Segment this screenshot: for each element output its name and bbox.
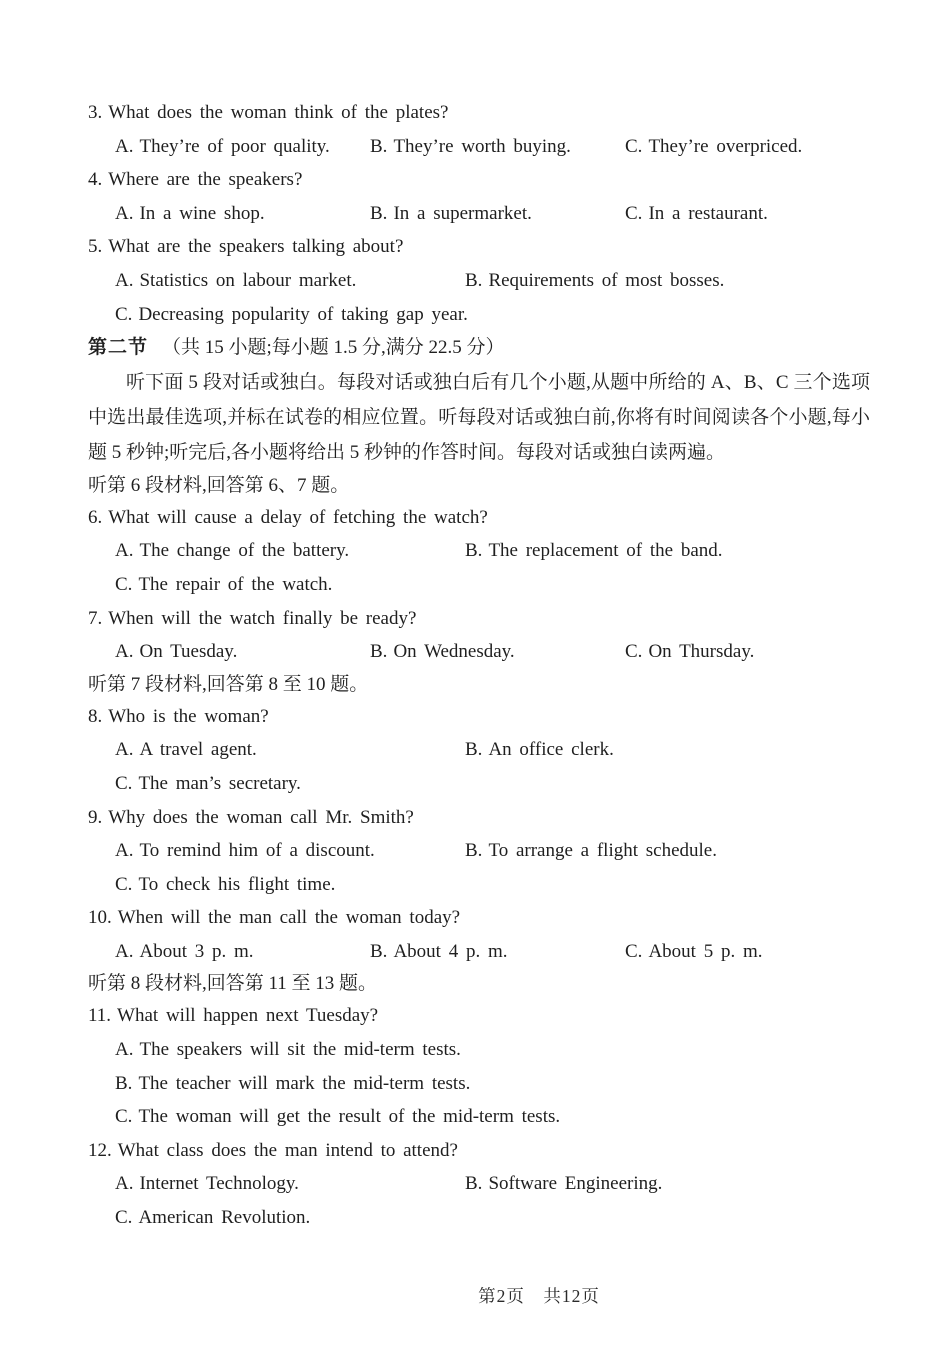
options-row <box>88 1100 870 1134</box>
option-text: American Revolution. <box>138 1207 311 1229</box>
option-label: C. <box>115 1106 133 1128</box>
option-label: B. <box>465 840 483 862</box>
options-row <box>88 834 870 868</box>
option-text: About 5 p. m. <box>648 940 763 962</box>
section-heading-detail: （共 15 小题;每小题 1.5 分,满分 22.5 分） <box>162 337 505 359</box>
option-label: A. <box>115 641 134 663</box>
option-text: Statistics on labour market. <box>139 269 357 291</box>
option-label: A. <box>115 1039 134 1061</box>
options-row <box>88 1167 870 1201</box>
option <box>465 534 723 568</box>
option-text: They’re overpriced. <box>648 135 803 157</box>
material-cue-line: 听第 7 段材料,回答第 8 至 10 题。 <box>88 673 369 695</box>
options-row <box>88 1201 870 1235</box>
option <box>370 130 625 164</box>
option <box>115 1201 310 1235</box>
option-label: A. <box>115 202 134 224</box>
option <box>115 568 332 602</box>
option <box>115 935 370 969</box>
option-label: A. <box>115 269 134 291</box>
question-text: When will the man call the woman today? <box>117 907 461 929</box>
option <box>115 534 465 568</box>
option <box>115 1067 470 1101</box>
question-number: 9. <box>88 806 103 828</box>
question-line <box>88 999 870 1033</box>
option <box>115 635 370 669</box>
option <box>465 733 614 767</box>
option-label: A. <box>115 940 134 962</box>
option-label: A. <box>115 840 134 862</box>
question-line <box>88 1134 870 1168</box>
option-text: The woman will get the result of the mid-term tests. <box>138 1106 561 1128</box>
option-text: They’re of poor quality. <box>139 135 330 157</box>
option <box>370 935 625 969</box>
option-label: A. <box>115 540 134 562</box>
options-row <box>88 1033 870 1067</box>
question-line <box>88 163 870 197</box>
option <box>115 733 465 767</box>
option-label: B. <box>370 135 388 157</box>
option-label: B. <box>370 940 388 962</box>
option-text: Requirements of most bosses. <box>488 269 725 291</box>
question-number: 12. <box>88 1139 112 1161</box>
option-label: C. <box>115 303 133 325</box>
option-label: C. <box>115 573 133 595</box>
option-label: B. <box>465 1173 483 1195</box>
option-text: In a supermarket. <box>393 202 532 224</box>
question-number: 6. <box>88 506 103 528</box>
options-row <box>88 868 870 902</box>
question-text: What are the speakers talking about? <box>108 236 404 258</box>
question-number: 4. <box>88 169 103 191</box>
option-text: Internet Technology. <box>139 1173 299 1195</box>
option <box>465 1167 662 1201</box>
option-text: To arrange a flight schedule. <box>488 840 717 862</box>
option-text: About 4 p. m. <box>393 940 508 962</box>
page-footer: 第2页 共12页 <box>478 1286 600 1306</box>
instructions-paragraph: 听下面 5 段对话或独白。每段对话或独白后有几个小题,从题中所给的 A、B、C 三个选项中选出最佳选项,并标在试卷的相应位置。听每段对话或独白前,你将有时间阅读各个小题,每小题 5 秒钟;听完后,各小题将给出 5 秒钟的作答时间。每段对话或独白读两遍。 <box>88 371 870 463</box>
option-label: B. <box>115 1072 133 1094</box>
option-label: B. <box>465 540 483 562</box>
options-row <box>88 767 870 801</box>
options-row <box>88 197 870 231</box>
question-text: When will the watch finally be ready? <box>108 607 417 629</box>
option <box>115 868 335 902</box>
option-text: On Wednesday. <box>393 641 515 663</box>
option-text: In a wine shop. <box>139 202 265 224</box>
question-number: 5. <box>88 236 103 258</box>
option-label: B. <box>370 202 388 224</box>
option-label: C. <box>625 940 643 962</box>
option <box>625 635 754 669</box>
question-text: Why does the woman call Mr. Smith? <box>108 806 414 828</box>
question-line <box>88 901 870 935</box>
option-text: The change of the battery. <box>139 540 350 562</box>
option-text: Decreasing popularity of taking gap year. <box>138 303 468 325</box>
option-label: C. <box>625 641 643 663</box>
option <box>115 1167 465 1201</box>
section-heading <box>88 331 870 365</box>
option-text: A travel agent. <box>139 739 257 761</box>
question-text: What will happen next Tuesday? <box>117 1005 379 1027</box>
section-heading-title: 第二节 <box>88 337 149 359</box>
option-text: On Tuesday. <box>139 641 238 663</box>
material-cue-line: 听第 6 段材料,回答第 6、7 题。 <box>88 474 350 496</box>
option <box>465 834 717 868</box>
option-label: C. <box>115 1207 133 1229</box>
option-text: The replacement of the band. <box>488 540 723 562</box>
option <box>370 197 625 231</box>
options-row <box>88 635 870 669</box>
question-line <box>88 96 870 130</box>
option-label: B. <box>465 269 483 291</box>
option-text: About 3 p. m. <box>139 940 254 962</box>
option-label: A. <box>115 739 134 761</box>
option <box>625 130 802 164</box>
option <box>115 130 370 164</box>
options-row <box>88 1067 870 1101</box>
option <box>465 264 724 298</box>
option-text: To remind him of a discount. <box>139 840 375 862</box>
option <box>370 635 625 669</box>
option <box>115 1100 560 1134</box>
option-label: B. <box>465 739 483 761</box>
option-label: A. <box>115 1173 134 1195</box>
option-text: An office clerk. <box>488 739 614 761</box>
exam-content <box>88 96 870 1235</box>
option-text: To check his flight time. <box>138 873 336 895</box>
options-row <box>88 264 870 298</box>
option-label: B. <box>370 641 388 663</box>
option-text: The speakers will sit the mid-term tests. <box>139 1039 461 1061</box>
options-row <box>88 568 870 602</box>
question-line <box>88 230 870 264</box>
option <box>625 197 768 231</box>
option <box>115 264 465 298</box>
option <box>625 935 762 969</box>
option-label: C. <box>625 202 643 224</box>
question-text: What class does the man intend to attend? <box>117 1139 458 1161</box>
material-cue-line: 听第 8 段材料,回答第 11 至 13 题。 <box>88 973 378 995</box>
question-number: 10. <box>88 907 112 929</box>
option-text: The teacher will mark the mid-term tests. <box>138 1072 471 1094</box>
question-line <box>88 700 870 734</box>
option-text: In a restaurant. <box>648 202 768 224</box>
question-number: 11. <box>88 1005 112 1027</box>
question-text: Where are the speakers? <box>108 169 303 191</box>
options-row <box>88 935 870 969</box>
question-number: 8. <box>88 705 103 727</box>
option-label: C. <box>625 135 643 157</box>
options-row <box>88 130 870 164</box>
question-line <box>88 602 870 636</box>
option-label: A. <box>115 135 134 157</box>
question-text: Who is the woman? <box>108 705 269 727</box>
option <box>115 1033 461 1067</box>
question-text: What will cause a delay of fetching the watch? <box>108 506 488 528</box>
question-number: 3. <box>88 102 103 123</box>
option-text: Software Engineering. <box>488 1173 663 1195</box>
question-number: 7. <box>88 607 103 629</box>
option-label: C. <box>115 772 133 794</box>
option <box>115 767 301 801</box>
options-row <box>88 733 870 767</box>
option-text: They’re worth buying. <box>393 135 571 157</box>
option-text: The repair of the watch. <box>138 573 333 595</box>
question-line <box>88 501 870 535</box>
options-row <box>88 534 870 568</box>
question-text: What does the woman think of the plates? <box>108 102 449 123</box>
options-row <box>88 298 870 332</box>
question-line <box>88 801 870 835</box>
option-text: On Thursday. <box>648 641 755 663</box>
option <box>115 834 465 868</box>
option <box>115 197 370 231</box>
option-label: C. <box>115 873 133 895</box>
option <box>115 298 468 332</box>
option-text: The man’s secretary. <box>138 772 301 794</box>
